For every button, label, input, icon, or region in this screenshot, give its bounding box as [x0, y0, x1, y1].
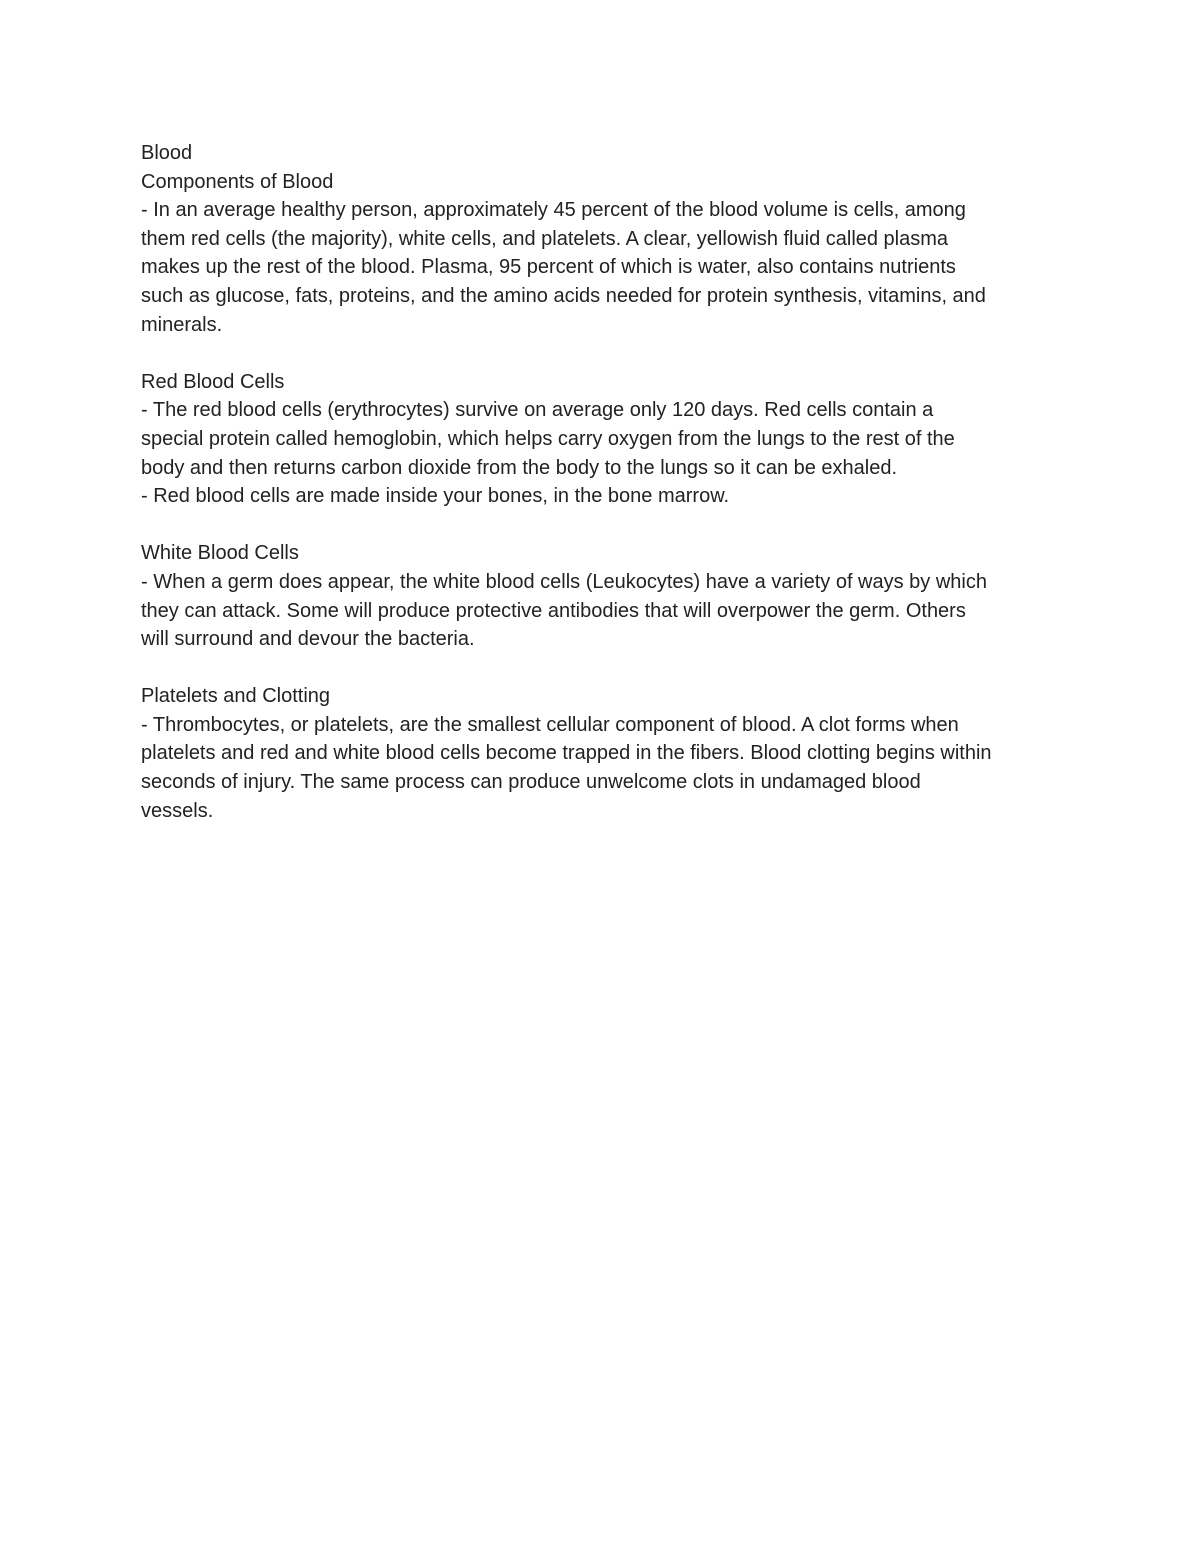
- paragraph-line: platelets and red and white blood cells become trapped in the fibers. Blood clotting begins within: [141, 742, 992, 765]
- section-red-blood-cells: [141, 368, 1066, 511]
- section-heading: Components of Blood: [141, 170, 334, 193]
- paragraph-line: makes up the rest of the blood. Plasma, 95 percent of which is water, also contains nutrients: [141, 256, 956, 279]
- paragraph-line: - When a germ does appear, the white blood cells (Leukocytes) have a variety of ways by which: [141, 570, 987, 593]
- paragraph-line: they can attack. Some will produce protective antibodies that will overpower the germ. Others: [141, 599, 966, 622]
- paragraph-line: them red cells (the majority), white cells, and platelets. A clear, yellowish fluid called plasma: [141, 227, 949, 250]
- paragraph-line: will surround and devour the bacteria.: [141, 628, 475, 651]
- paragraph-line: body and then returns carbon dioxide from the body to the lungs so it can be exhaled.: [141, 456, 898, 479]
- section-platelets-and-clotting: [141, 682, 1066, 825]
- paragraph-line: - Thrombocytes, or platelets, are the smallest cellular component of blood. A clot forms when: [141, 713, 959, 736]
- paragraph-line: such as glucose, fats, proteins, and the amino acids needed for protein synthesis, vitamins, and: [141, 284, 986, 307]
- paragraph-line: - Red blood cells are made inside your bones, in the bone marrow.: [141, 485, 730, 508]
- document-title: Blood: [141, 142, 193, 164]
- section-white-blood-cells: [141, 539, 1066, 653]
- paragraph-line: - The red blood cells (erythrocytes) survive on average only 120 days. Red cells contain a: [141, 399, 934, 422]
- section-components-of-blood: [141, 168, 1066, 340]
- section-heading: Platelets and Clotting: [141, 685, 331, 708]
- paragraph-line: special protein called hemoglobin, which helps carry oxygen from the lungs to the rest of the: [141, 427, 955, 450]
- section-heading: White Blood Cells: [141, 542, 299, 565]
- document-body: [141, 139, 1066, 825]
- paragraph-line: seconds of injury. The same process can produce unwelcome clots in undamaged blood: [141, 771, 921, 794]
- paragraph-line: minerals.: [141, 313, 223, 336]
- paragraph-line: vessels.: [141, 799, 214, 822]
- paragraph-line: - In an average healthy person, approximately 45 percent of the blood volume is cells, among: [141, 199, 966, 222]
- section-heading: Red Blood Cells: [141, 370, 285, 393]
